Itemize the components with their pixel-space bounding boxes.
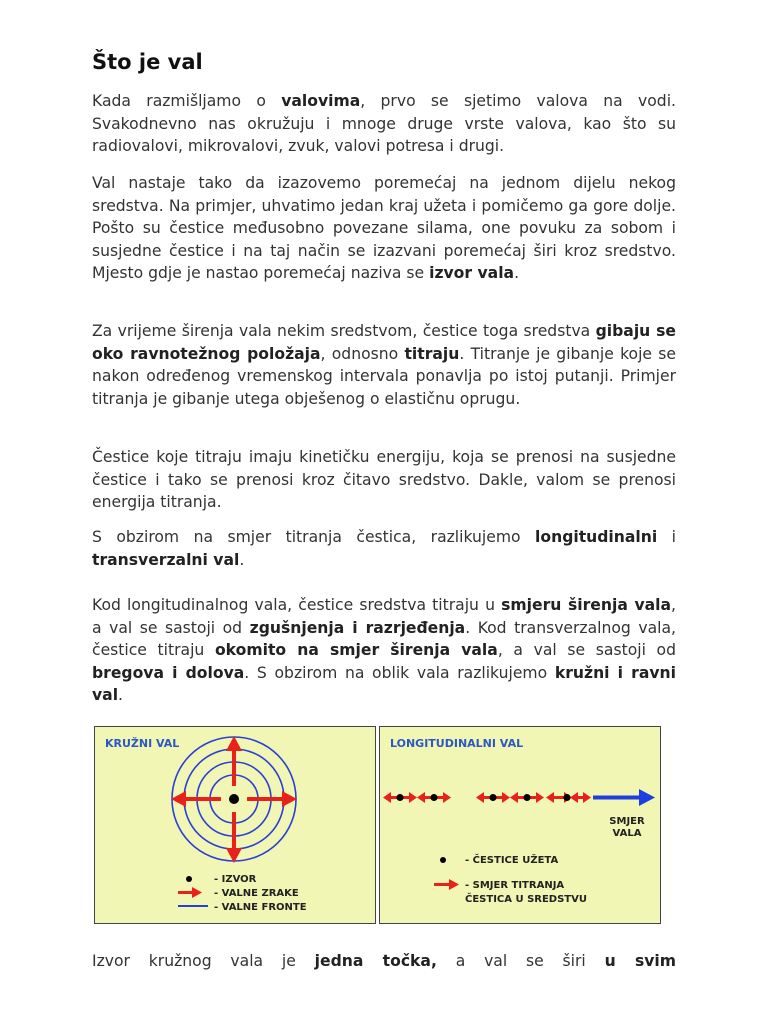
text: Izvor kružnog vala je xyxy=(92,952,315,970)
legend-dot-icon xyxy=(186,876,192,882)
text: . xyxy=(239,550,245,569)
rope-particle xyxy=(524,794,531,801)
rope-particle xyxy=(490,794,497,801)
legend-fronts-label: - VALNE FRONTE xyxy=(214,902,307,913)
legend-dot-icon xyxy=(440,857,446,863)
bold-text: okomito na smjer širenja vala xyxy=(214,641,498,659)
bold-text: smjeru širenja vala xyxy=(501,596,672,614)
rope-particle xyxy=(564,794,571,801)
ray-left-shaft xyxy=(183,797,221,801)
bold-text: izvor vala xyxy=(429,264,515,282)
wave-direction-arrow-shaft xyxy=(593,796,643,800)
bold-text: titraju xyxy=(404,344,460,363)
text: . Kod transverzalnog vala, čestice titraju xyxy=(92,618,676,659)
figure-longitudinal-wave xyxy=(379,726,661,924)
text: , a val se sastoji od xyxy=(92,596,676,637)
longitudinal-wave-diagram xyxy=(379,726,661,924)
page-title: Što je val xyxy=(92,50,203,74)
text: i xyxy=(657,528,676,546)
bold-text: valovima xyxy=(281,92,361,110)
bold-text: longitudinalni xyxy=(535,528,658,546)
bold-text: transverzalni val xyxy=(92,550,240,569)
text: , prvo se sjetimo valova na vodi. Svakodnevno nas okružuju i mnoge druge vrste valova, kao što su radiovalovi, mikrovalovi, zvuk, valovi potresa i drugi. xyxy=(92,92,676,155)
text: Čestice koje titraju imaju kinetičku energiju, koja se prenosi na susjedne čestice i tako se prenosi kroz čitavo sredstvo. Dakle, valom se prenosi energija titranja. xyxy=(92,448,676,511)
text: . xyxy=(118,686,124,704)
rope-particle xyxy=(431,794,438,801)
paragraph-oscillation xyxy=(92,320,676,410)
text: Za vrijeme širenja vala nekim sredstvom, čestice toga sredstva xyxy=(92,322,596,340)
text: a val se širi xyxy=(436,952,605,970)
bold-text: gibaju se oko ravnotežnog položaja xyxy=(92,322,676,363)
paragraph-longitudinal-transverse xyxy=(92,594,676,707)
text: , odnosno xyxy=(320,344,405,363)
paragraph-wave-types xyxy=(92,526,676,571)
legend-particles-label: - ČESTICE UŽETA xyxy=(465,855,559,866)
text: Kod longitudinalnog vala, čestice sredstva titraju u xyxy=(92,596,502,614)
legend-oscillation-label-1: - SMJER TITRANJA xyxy=(465,880,565,891)
bold-text: zgušnjenja i razrjeđenja xyxy=(249,618,466,637)
bold-text: bregova i dolova xyxy=(92,663,245,682)
legend-oscillation-label-2: ČESTICA U SREDSTVU xyxy=(465,894,587,905)
paragraph-energy xyxy=(92,446,676,514)
legend-source-label: - IZVOR xyxy=(214,874,257,885)
bold-text: jedna točka, xyxy=(314,952,437,970)
text: Val nastaje tako da izazovemo poremećaj na jednom dijelu nekog sredstva. Na primjer, uhvatimo jedan kraj užeta i pomičemo ga gore dolje. Pošto su čestice međusobno povezane silama, one povuku za sobom i susjedne čestice i na taj način se izazvani poremećaj širi kroz sredstvo. Mjesto gdje je nastao poremećaj naziva se xyxy=(92,174,676,282)
paragraph-intro xyxy=(92,90,676,158)
legend-rays-label: - VALNE ZRAKE xyxy=(214,888,299,899)
text: Kada razmišljamo o xyxy=(92,92,282,110)
text: . xyxy=(514,264,520,282)
wave-direction-label-1: SMJER xyxy=(609,816,645,827)
ray-down-shaft xyxy=(232,812,236,850)
text: S obzirom na smjer titranja čestica, razlikujemo xyxy=(92,528,536,546)
ray-up-shaft xyxy=(232,748,236,786)
wave-direction-label-2: VALA xyxy=(612,828,642,839)
bold-text: kružni i ravni val xyxy=(92,663,676,704)
circular-wave-diagram xyxy=(94,726,376,924)
bold-text: u svim xyxy=(604,952,676,970)
text: . S obzirom na oblik vala razlikujemo xyxy=(244,663,555,682)
text: . Titranje je gibanje koje se nakon određenog vremenskog intervala ponavlja po istoj putanji. Primjer titranja je gibanje utega obješenog o elastičnu oprugu. xyxy=(92,344,676,408)
paragraph-circular-wave-source xyxy=(92,950,676,973)
wave-source-dot xyxy=(229,794,239,804)
figure-circular-wave xyxy=(94,726,376,924)
rope-particle xyxy=(397,794,404,801)
legend-arrow-shaft xyxy=(178,891,194,894)
panel-heading: LONGITUDINALNI VAL xyxy=(390,737,524,750)
panel-heading: KRUŽNI VAL xyxy=(105,737,180,750)
paragraph-wave-origin xyxy=(92,172,676,285)
text: , a val se sastoji od xyxy=(497,641,677,659)
ray-right-shaft xyxy=(247,797,285,801)
